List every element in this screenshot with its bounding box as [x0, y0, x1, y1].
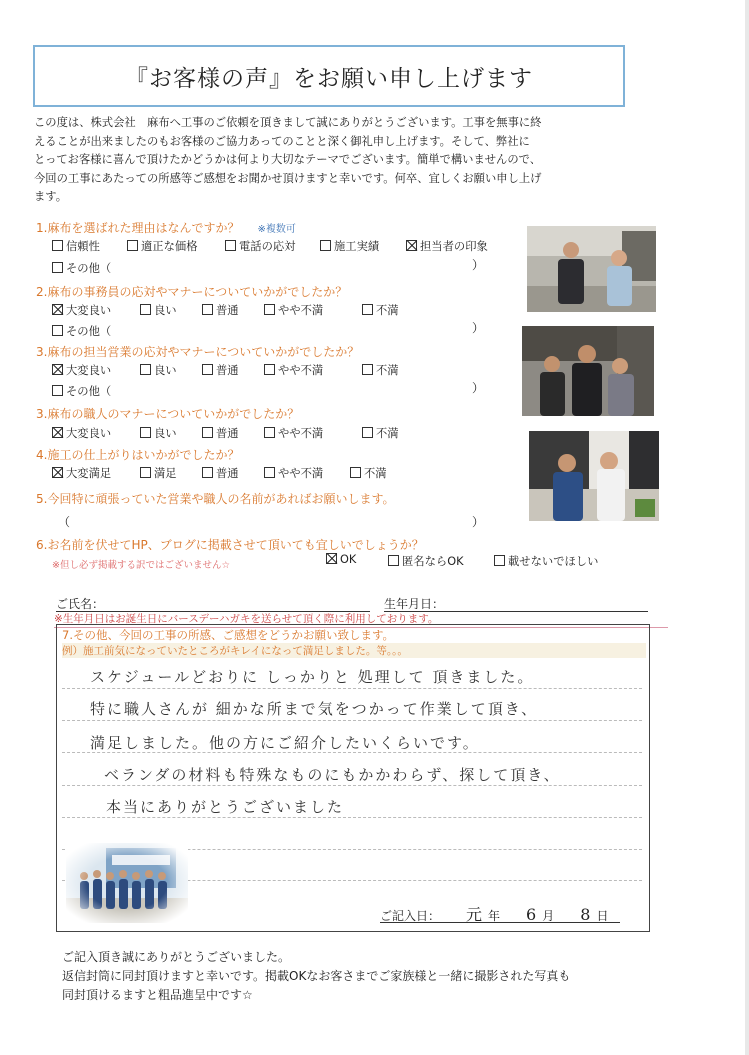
handwritten-line: ベランダの材料も特殊なものにもかかわらず、探して頂き、: [104, 766, 561, 784]
paren-close: ）: [472, 258, 485, 272]
q2-option[interactable]: やや不満: [264, 302, 323, 318]
checkbox[interactable]: [362, 304, 373, 315]
checkbox[interactable]: [320, 240, 331, 251]
publish-option-checked[interactable]: OK: [326, 553, 356, 566]
question-4: [36, 405, 299, 422]
q4-option[interactable]: 不満: [362, 425, 399, 441]
q3-option[interactable]: やや不満: [264, 362, 323, 378]
ruled-line: [62, 720, 642, 721]
q5-option[interactable]: 普通: [202, 465, 239, 481]
q5-option[interactable]: 満足: [140, 465, 177, 481]
paren-close: ）: [472, 515, 485, 529]
scan-edge: [745, 0, 749, 1055]
q1-option[interactable]: 施工実績: [320, 238, 379, 254]
customer-photo-1: [527, 226, 656, 312]
q2-option-checked[interactable]: 大変良い: [52, 302, 111, 318]
comment-example: 例）施工前気になっていたところがキレイになって満足しました。等。。。: [62, 643, 646, 658]
checkbox[interactable]: [140, 304, 151, 315]
ruled-line: [62, 688, 642, 689]
question-label: 5.今回特に頑張っていた営業や職人の名前があればお願いします。: [36, 492, 395, 506]
checkbox-checked[interactable]: [406, 240, 417, 251]
intro-line: ます。: [34, 190, 67, 203]
q3-option[interactable]: 良い: [140, 362, 177, 378]
handwritten-line: スケジュールどおりに しっかりと 処理して 頂きました。: [90, 668, 535, 686]
q3-option[interactable]: 普通: [202, 362, 239, 378]
paren-close: ）: [472, 321, 485, 335]
checkbox[interactable]: [362, 427, 373, 438]
checkbox[interactable]: [264, 467, 275, 478]
checkbox-checked[interactable]: [52, 467, 63, 478]
handwritten-line: 特に職人さんが 細かな所まで気をつかって作業して頂き、: [90, 700, 539, 718]
question-label: 6.お名前を伏せてHP、ブログに掲載させて頂いても宜しいでしょうか？: [36, 538, 424, 552]
birthdate-field[interactable]: [384, 595, 648, 612]
q4-option[interactable]: 良い: [140, 425, 177, 441]
ruled-line: [62, 785, 642, 786]
year-unit: 年: [488, 909, 501, 923]
paren-open: （: [58, 515, 71, 529]
closing-line: 同封頂けるますと粗品進呈中です☆: [62, 988, 253, 1002]
q2-option[interactable]: 良い: [140, 302, 177, 318]
question-label: 2.麻布の事務員の応対やマナーについていかがでしたか？: [36, 285, 348, 299]
intro-line: 今回の工事にあたっての所感等ご感想をお聞かせ頂けますと幸いです。何卒、宜しくお願い申し上げ: [34, 171, 542, 185]
q2-other[interactable]: その他（: [52, 323, 111, 339]
customer-photo-3: [529, 431, 659, 521]
question-label: 3.麻布の職人のマナーについていかがでしたか？: [36, 407, 300, 421]
question-note: ※複数可: [257, 224, 296, 235]
page-title: 『お客様の声』をお願い申し上げます: [125, 65, 533, 92]
checkbox-checked[interactable]: [52, 427, 63, 438]
publish-note: ※但し必ず掲載する訳ではございません☆: [52, 560, 230, 571]
checkbox[interactable]: [202, 304, 213, 315]
checkbox[interactable]: [52, 325, 63, 336]
q3-option-checked[interactable]: 大変良い: [52, 362, 111, 378]
question-label: 4.施工の仕上がりはいかがでしたか？: [36, 448, 240, 462]
q4-option-checked[interactable]: 大変良い: [52, 425, 111, 441]
checkbox[interactable]: [52, 240, 63, 251]
q1-option-checked[interactable]: 担当者の印象: [406, 238, 488, 254]
checkbox[interactable]: [264, 427, 275, 438]
date-underline: [380, 922, 620, 923]
date-month: 6: [526, 905, 537, 924]
q3-option[interactable]: 不満: [362, 362, 399, 378]
question-label: 1.麻布を選ばれた理由はなんですか？: [36, 221, 240, 235]
birth-note: ※生年月日はお誕生日にバースデーハガキを送らせて頂く際に利用しております。: [54, 611, 668, 628]
question-6: [36, 490, 395, 507]
checkbox[interactable]: [264, 364, 275, 375]
checkbox-checked[interactable]: [52, 364, 63, 375]
day-unit: 日: [596, 909, 609, 923]
q5-option[interactable]: 不満: [350, 465, 387, 481]
checkbox[interactable]: [202, 467, 213, 478]
checkbox[interactable]: [52, 262, 63, 273]
handwritten-line: 満足しました。他の方にご紹介したいくらいです。: [90, 734, 480, 752]
name-field[interactable]: [56, 595, 370, 612]
paren-close: ）: [472, 381, 485, 395]
closing-line: ご記入頂き誠にありがとうございました。: [62, 950, 291, 964]
intro-line: とってお客様に喜んで頂けたかどうかは何より大切なテーマでございます。簡単で構いませんので、: [34, 153, 542, 166]
closing-line: 返信封筒に同封頂けますと幸いです。掲載OKなお客さまでご家族様と一緒に撮影された写真も: [62, 969, 571, 983]
question-1: [36, 219, 296, 236]
birth-label: 生年月日：: [384, 597, 445, 611]
date-era: 元: [466, 905, 483, 924]
date-label: ご記入日：: [380, 909, 441, 923]
name-label: ご氏名：: [56, 597, 105, 611]
q4-option[interactable]: 普通: [202, 425, 239, 441]
checkbox[interactable]: [350, 467, 361, 478]
checkbox[interactable]: [264, 304, 275, 315]
checkbox[interactable]: [140, 467, 151, 478]
closing-text: [62, 948, 570, 1005]
month-unit: 月: [542, 909, 555, 923]
q5-option-checked[interactable]: 大変満足: [52, 465, 111, 481]
checkbox[interactable]: [225, 240, 236, 251]
comment-label: 7.その他、今回の工事の所感、ご感想をどうかお願い致します。: [62, 628, 395, 642]
q1-option[interactable]: 適正な価格: [127, 238, 198, 254]
checkbox[interactable]: [52, 385, 63, 396]
checkbox[interactable]: [140, 364, 151, 375]
title-box: [33, 45, 625, 107]
q1-option[interactable]: 電話の応対: [225, 238, 296, 254]
customer-photo-2: [522, 326, 654, 416]
checkbox[interactable]: [127, 240, 138, 251]
publish-option[interactable]: 匿名ならOK: [388, 553, 464, 569]
question-label: 3.麻布の担当営業の応対やマナーについていかがでしたか？: [36, 345, 360, 359]
handwritten-line: 本当にありがとうございました: [106, 798, 345, 816]
date-day: 8: [580, 905, 591, 924]
q4-option[interactable]: やや不満: [264, 425, 323, 441]
checkbox-checked[interactable]: [52, 304, 63, 315]
intro-line: えることが出来ましたのもお客様のご協力あってのことと深く御礼申し上げます。そして、弊社に: [34, 134, 530, 148]
q1-option[interactable]: 信頼性: [52, 238, 100, 254]
intro-text: [34, 114, 718, 207]
checkbox[interactable]: [388, 555, 399, 566]
checkbox[interactable]: [362, 364, 373, 375]
ruled-line: [62, 817, 642, 818]
intro-line: この度は、株式会社 麻布へ工事のご依頼を頂きまして誠にありがとうございます。工事を無事に終: [34, 116, 542, 129]
q2-option[interactable]: 不満: [362, 302, 399, 318]
publish-option[interactable]: 載せないでほしい: [494, 553, 598, 569]
question-2: [36, 283, 347, 300]
question-3: [36, 343, 359, 360]
staff-photo: [66, 843, 188, 923]
q5-option[interactable]: やや不満: [264, 465, 323, 481]
checkbox-checked[interactable]: [326, 553, 337, 564]
checkbox[interactable]: [494, 555, 505, 566]
question-5: [36, 446, 239, 463]
q3-other[interactable]: その他（: [52, 383, 111, 399]
q1-other[interactable]: その他（: [52, 260, 111, 276]
checkbox[interactable]: [140, 427, 151, 438]
question-7: [36, 536, 424, 553]
checkbox[interactable]: [202, 364, 213, 375]
checkbox[interactable]: [202, 427, 213, 438]
q2-option[interactable]: 普通: [202, 302, 239, 318]
